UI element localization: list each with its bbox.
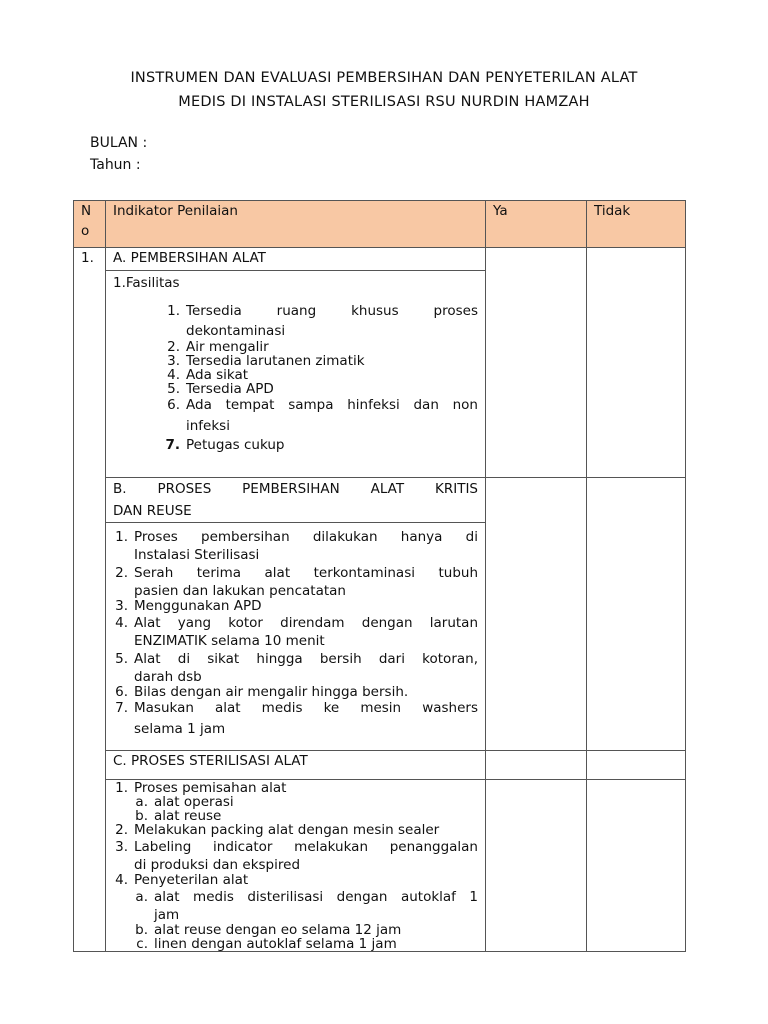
section-a-tidak-cell[interactable] bbox=[587, 248, 686, 478]
evaluation-table bbox=[73, 200, 686, 952]
bulan-label: BULAN : bbox=[90, 135, 148, 151]
section-c-title-ya-cell[interactable] bbox=[486, 751, 587, 780]
header-ya bbox=[486, 201, 587, 248]
sub-list-item: b. alat reuse bbox=[135, 808, 222, 824]
sub-list-item: a. alat medis disterilisasi dengan autoklaf 1 bbox=[135, 889, 478, 905]
list-item-cont: infeksi bbox=[186, 418, 230, 434]
list-item: 6. Ada tempat sampa hinfeksi dan non bbox=[167, 397, 478, 413]
list-item-cont: di produksi dan ekspired bbox=[134, 857, 301, 873]
header-indikator bbox=[106, 201, 486, 248]
table-row bbox=[74, 248, 686, 271]
section-c-title: C. PROSES STERILISASI ALAT bbox=[106, 751, 486, 780]
list-item: 6. Bilas dengan air mengalir hingga bersih. bbox=[115, 684, 409, 700]
list-item-cont: dekontaminasi bbox=[186, 323, 286, 339]
row-number: 1. bbox=[74, 248, 106, 952]
section-c-title-tidak-cell[interactable] bbox=[587, 751, 686, 780]
list-item: 2. Melakukan packing alat dengan mesin sealer bbox=[115, 822, 440, 838]
sub-list-item: c. linen dengan autoklaf selama 1 jam bbox=[136, 936, 397, 952]
sub-list-item: a. alat operasi bbox=[135, 794, 234, 810]
list-item: 5. Alat di sikat hingga bersih dari kotoran, bbox=[115, 651, 478, 667]
header-no bbox=[74, 201, 106, 248]
list-item: 3. Menggunakan APD bbox=[115, 598, 262, 614]
section-b-ya-cell[interactable] bbox=[486, 478, 587, 751]
section-a-ya-cell[interactable] bbox=[486, 248, 587, 478]
list-item: 2. Serah terima alat terkontaminasi tubuh bbox=[115, 565, 478, 581]
sub-list-item-cont: jam bbox=[154, 907, 180, 923]
table-row bbox=[74, 478, 686, 523]
list-item-cont: darah dsb bbox=[134, 669, 202, 685]
header-no-line-2: o bbox=[81, 223, 90, 239]
list-item-cont: Instalasi Sterilisasi bbox=[134, 547, 260, 563]
header-no-line-1: N bbox=[81, 203, 92, 219]
list-item: 4. Penyeterilan alat bbox=[115, 872, 249, 888]
header-indikator-label: Indikator Penilaian bbox=[113, 203, 238, 219]
table-row bbox=[74, 751, 686, 780]
document-title-line-1: INSTRUMEN DAN EVALUASI PEMBERSIHAN DAN PENYETERILAN ALAT bbox=[130, 70, 638, 86]
list-item: 1. Proses pemisahan alat bbox=[115, 780, 287, 796]
section-b-title-line-1: B. PROSES PEMBERSIHAN ALAT KRITIS bbox=[113, 481, 478, 497]
section-b-title-line-2: DAN REUSE bbox=[113, 503, 192, 519]
list-item-cont: selama 1 jam bbox=[134, 721, 226, 737]
list-item: 2. Air mengalir bbox=[167, 339, 269, 355]
section-a-content bbox=[106, 271, 486, 478]
table-header-row bbox=[74, 201, 686, 248]
section-a-title: A. PEMBERSIHAN ALAT bbox=[106, 248, 486, 271]
section-b-content bbox=[106, 523, 486, 751]
header-tidak-label: Tidak bbox=[594, 203, 631, 219]
list-item: 4. Alat yang kotor direndam dengan larutan bbox=[115, 615, 478, 631]
header-ya-label: Ya bbox=[493, 203, 508, 219]
list-item: 5. Tersedia APD bbox=[167, 381, 274, 397]
list-item: 3. Labeling indicator melakukan penanggalan bbox=[115, 839, 478, 855]
list-item-cont: ENZIMATIK selama 10 menit bbox=[134, 633, 325, 649]
section-c-ya-cell[interactable] bbox=[486, 780, 587, 952]
list-item: 7. Petugas cukup bbox=[165, 437, 285, 453]
document-title-line-2: MEDIS DI INSTALASI STERILISASI RSU NURDIN HAMZAH bbox=[178, 94, 590, 110]
list-item: 1. Proses pembersihan dilakukan hanya di bbox=[115, 529, 478, 545]
list-item: 7. Masukan alat medis ke mesin washers bbox=[115, 700, 478, 716]
tahun-label: Tahun : bbox=[90, 157, 141, 173]
list-item: 4. Ada sikat bbox=[167, 367, 249, 383]
section-c-content bbox=[106, 780, 486, 952]
header-tidak bbox=[587, 201, 686, 248]
fasilitas-label: 1.Fasilitas bbox=[113, 275, 180, 291]
list-item-cont: pasien dan lakukan pencatatan bbox=[134, 583, 346, 599]
section-c-tidak-cell[interactable] bbox=[587, 780, 686, 952]
list-item: 1. Tersedia ruang khusus proses bbox=[167, 303, 478, 319]
table-row bbox=[74, 780, 686, 952]
section-b-tidak-cell[interactable] bbox=[587, 478, 686, 751]
list-item: 3. Tersedia larutanen zimatik bbox=[167, 353, 365, 369]
sub-list-item: b. alat reuse dengan eo selama 12 jam bbox=[135, 922, 402, 938]
section-b-title bbox=[106, 478, 486, 523]
